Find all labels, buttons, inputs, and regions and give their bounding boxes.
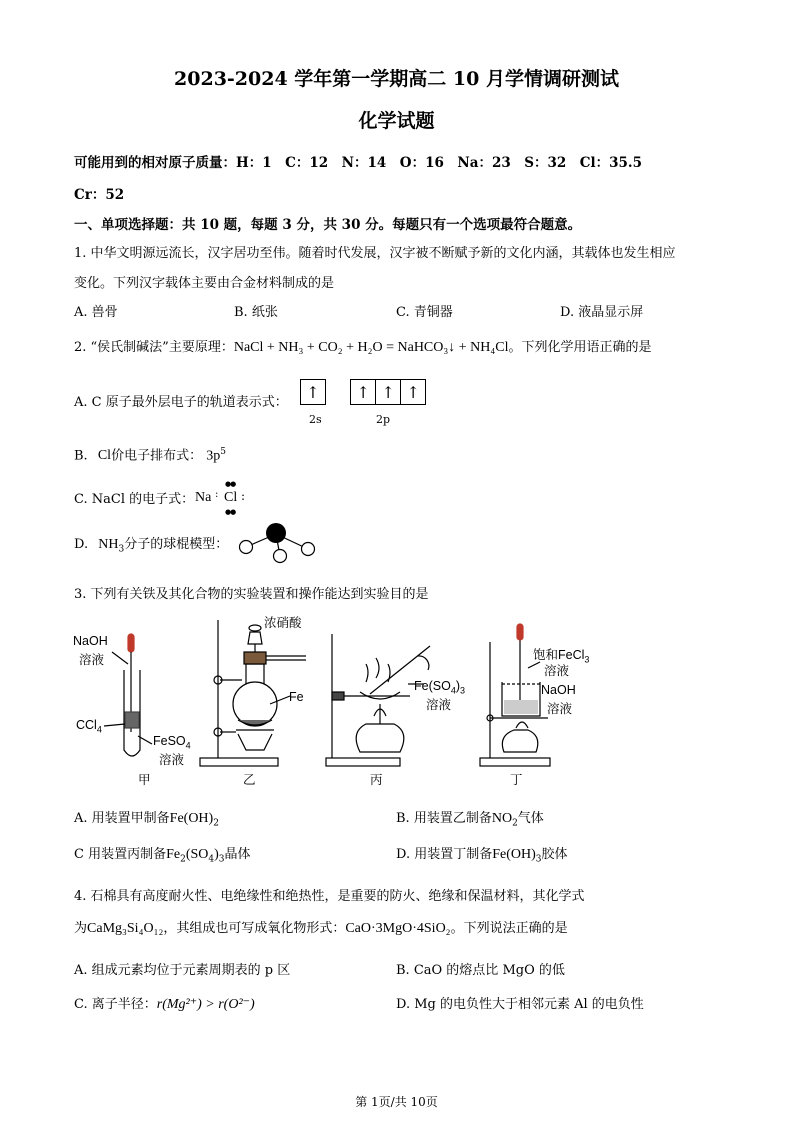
q2-d-nh3: NH bbox=[98, 537, 119, 552]
q2-option-a-text: A. C 原子最外层电子的轨道表示式： bbox=[74, 395, 288, 410]
electron-formula-cl: Cl bbox=[224, 490, 238, 505]
fig-label-fe: Fe bbox=[289, 690, 304, 704]
fig-label-feso4 bbox=[153, 734, 191, 751]
q3-d-post: 胶体 bbox=[541, 847, 568, 862]
fig-label-naoh-sol: 溶液 bbox=[79, 653, 105, 667]
fig-fe2so43-sub: 4 bbox=[450, 685, 456, 696]
section-heading: 一、单项选择题：共 10 题，每题 3 分，共 30 分。每题只有一个选项最符合题意。 bbox=[74, 217, 582, 233]
arrow-up-icon: ↑ bbox=[306, 383, 320, 402]
q1-stem-line2: 变化。下列汉字载体主要由合金材料制成的是 bbox=[74, 276, 335, 291]
q2-b-prefix: B. bbox=[74, 448, 88, 464]
q3-c-chem: Fe bbox=[166, 847, 181, 862]
q4-oxide: CaO·3MgO·4SiO₂ bbox=[345, 921, 451, 936]
q1-option-b: B. 纸张 bbox=[234, 305, 278, 320]
atomic-masses-line1 bbox=[74, 151, 642, 171]
q3-c-sub3: 3 bbox=[218, 854, 225, 865]
fig-label-fecl3-sol: 溶液 bbox=[544, 664, 570, 678]
q3-c-sub: 2 bbox=[180, 854, 186, 865]
q3-a-pre: A. 用装置甲制备 bbox=[74, 811, 170, 826]
arrow-up-icon: ↑ bbox=[356, 383, 370, 402]
q4-formula: CaMg₃Si₄O₁₂ bbox=[87, 921, 164, 936]
fig-label-fe2so43 bbox=[414, 679, 465, 696]
fig-feso4-text: FeSO bbox=[153, 734, 186, 748]
fig-ccl4-text: CCl bbox=[76, 718, 97, 732]
orbital-diagram bbox=[300, 379, 426, 405]
fig-label-hno3: 浓硝酸 bbox=[264, 616, 302, 630]
page-title: 2023-2024 学年第一学期高二 10 月学情调研测试 bbox=[174, 68, 619, 90]
q3-c-chem2: (SO bbox=[185, 847, 209, 862]
q2-d-text: 分子的球棍模型： bbox=[124, 537, 229, 552]
atomic-masses-label: 可能用到的相对原子质量： bbox=[74, 155, 236, 171]
apparatus-jia bbox=[104, 634, 152, 756]
q3-option-c bbox=[74, 846, 251, 869]
electron-formula bbox=[195, 482, 255, 518]
arrow-up-icon: ↑ bbox=[406, 383, 420, 402]
electron-dots-top: ●● bbox=[225, 480, 236, 488]
electron-dots-bottom: ●● bbox=[225, 508, 236, 516]
q4-stem2-post: 。下列说法正确的是 bbox=[450, 921, 568, 936]
q4-stem2-mid: ，其组成也可写成氧化物形式： bbox=[163, 921, 346, 936]
q3-d-chem: Fe(OH) bbox=[492, 847, 536, 862]
q2-b-config: 3p bbox=[206, 448, 221, 464]
arrow-up-icon: ↑ bbox=[381, 383, 395, 402]
electron-dots-right: : bbox=[241, 489, 246, 503]
q4-option-b: B. CaO 的熔点比 MgO 的低 bbox=[396, 963, 565, 978]
q4-stem2-pre: 为 bbox=[74, 921, 88, 936]
q3-b-pre: B. 用装置乙制备 bbox=[396, 811, 492, 826]
q4-c-expr: r(Mg²⁺) > r(O²⁻) bbox=[156, 997, 255, 1012]
page-footer: 第 1页/共 10页 bbox=[355, 1095, 438, 1109]
q2-stem-prefix: 2. “侯氏制碱法”主要原理： bbox=[74, 340, 234, 355]
q3-d-pre: D. 用装置丁制备 bbox=[396, 847, 493, 862]
fig-label-feso4-sol: 溶液 bbox=[159, 753, 185, 767]
electron-dots-left: : bbox=[215, 489, 219, 500]
q3-c-pre: C 用装置丙制备 bbox=[74, 847, 167, 862]
fig-fe2so43-close: ) bbox=[455, 679, 460, 693]
q1-option-a: A. 兽骨 bbox=[74, 305, 118, 320]
q3-c-sub2: 4 bbox=[208, 854, 215, 865]
q4-c-pre: C. 离子半径： bbox=[74, 997, 157, 1012]
q3-b-sub: 2 bbox=[512, 818, 518, 829]
q3-stem: 3. 下列有关铁及其化合物的实验装置和操作能达到实验目的是 bbox=[74, 587, 429, 602]
atomic-masses-line2: Cr：52 bbox=[74, 187, 125, 203]
fig-label-naoh-d-sol: 溶液 bbox=[547, 702, 573, 716]
fig-fecl3-sub: 3 bbox=[584, 654, 590, 665]
fig-label-fe2so43-sol: 溶液 bbox=[426, 698, 452, 712]
q1-option-d: D. 液晶显示屏 bbox=[560, 305, 644, 320]
fig-label-yi: 乙 bbox=[243, 773, 256, 787]
orbital-box-2s bbox=[300, 379, 326, 405]
page-subtitle: 化学试题 bbox=[358, 110, 435, 132]
electron-formula-na: Na bbox=[195, 490, 212, 505]
q2-stem-suffix: 。下列化学用语正确的是 bbox=[508, 340, 652, 355]
q3-option-b bbox=[396, 810, 544, 833]
q3-c-chem3: ) bbox=[214, 847, 219, 862]
q2-option-d bbox=[74, 536, 228, 559]
q2-option-c-text: C. NaCl 的电子式： bbox=[74, 492, 195, 507]
q1-stem-line1: 1. 中华文明源远流长，汉字居功至伟。随着时代发展，汉字被不断赋予新的文化内涵，其载体也发生相应 bbox=[74, 246, 676, 261]
fig-fe2so43-text: Fe(SO bbox=[414, 679, 451, 693]
q3-option-d bbox=[396, 846, 568, 869]
fig-ccl4-sub: 4 bbox=[96, 724, 102, 735]
q3-a-sub: 2 bbox=[213, 818, 219, 829]
q3-d-sub: 3 bbox=[535, 854, 542, 865]
q2-stem bbox=[74, 339, 652, 357]
orbital-box-2p-1 bbox=[350, 379, 376, 405]
fig-label-ccl4 bbox=[76, 718, 102, 735]
q3-b-chem: NO bbox=[491, 811, 513, 826]
fig-label-naoh-d: NaOH bbox=[541, 683, 576, 697]
q4-stem-line2 bbox=[74, 920, 568, 938]
q3-b-post: 气体 bbox=[517, 811, 544, 826]
fig-fe2so43-sub2: 3 bbox=[460, 685, 466, 696]
orbital-box-2p-3 bbox=[400, 379, 426, 405]
q2-option-b bbox=[74, 443, 226, 465]
q2-d-prefix: D. bbox=[74, 537, 89, 552]
q2-b-sup: 5 bbox=[220, 447, 226, 457]
q2-b-cl: Cl bbox=[97, 448, 112, 464]
fig-label-jia: 甲 bbox=[138, 773, 151, 787]
q2-b-text: 价电子排布式： bbox=[111, 448, 203, 464]
fig-label-bing: 丙 bbox=[370, 773, 383, 787]
orbital-label-2s: 2s bbox=[309, 413, 322, 426]
fig-label-ding: 丁 bbox=[510, 773, 523, 787]
q4-option-d: D. Mg 的电负性大于相邻元素 Al 的电负性 bbox=[396, 997, 644, 1012]
orbital-label-2p: 2p bbox=[376, 413, 391, 426]
q1-option-c: C. 青铜器 bbox=[396, 305, 453, 320]
q4-option-a: A. 组成元素均位于元素周期表的 p 区 bbox=[74, 963, 291, 978]
orbital-box-2p-2 bbox=[375, 379, 401, 405]
fig-label-naoh: NaOH bbox=[73, 634, 108, 648]
q2-d-sub: 3 bbox=[118, 544, 125, 555]
fig-fecl3-text: 饱和FeCl bbox=[533, 648, 585, 662]
apparatus-figure bbox=[70, 612, 610, 798]
apparatus-bing bbox=[326, 634, 430, 766]
q3-a-chem: Fe(OH) bbox=[169, 811, 214, 826]
ball-stick-model bbox=[234, 518, 318, 564]
q3-c-post: 晶体 bbox=[224, 847, 251, 862]
q2-equation: NaCl + NH₃ + CO₂ + H₂O = NaHCO₃↓ + NH₄Cl bbox=[233, 340, 509, 355]
q3-option-a bbox=[74, 810, 219, 833]
q4-stem-line1: 4. 石棉具有高度耐火性、电绝缘性和绝热性，是重要的防火、绝缘和保温材料，其化学式 bbox=[74, 889, 585, 904]
q4-option-c bbox=[74, 996, 255, 1014]
atomic-masses-values: H：1 C：12 N：14 O：16 Na：23 S：32 Cl：35.5 bbox=[236, 155, 643, 171]
fig-feso4-sub: 4 bbox=[185, 740, 191, 751]
